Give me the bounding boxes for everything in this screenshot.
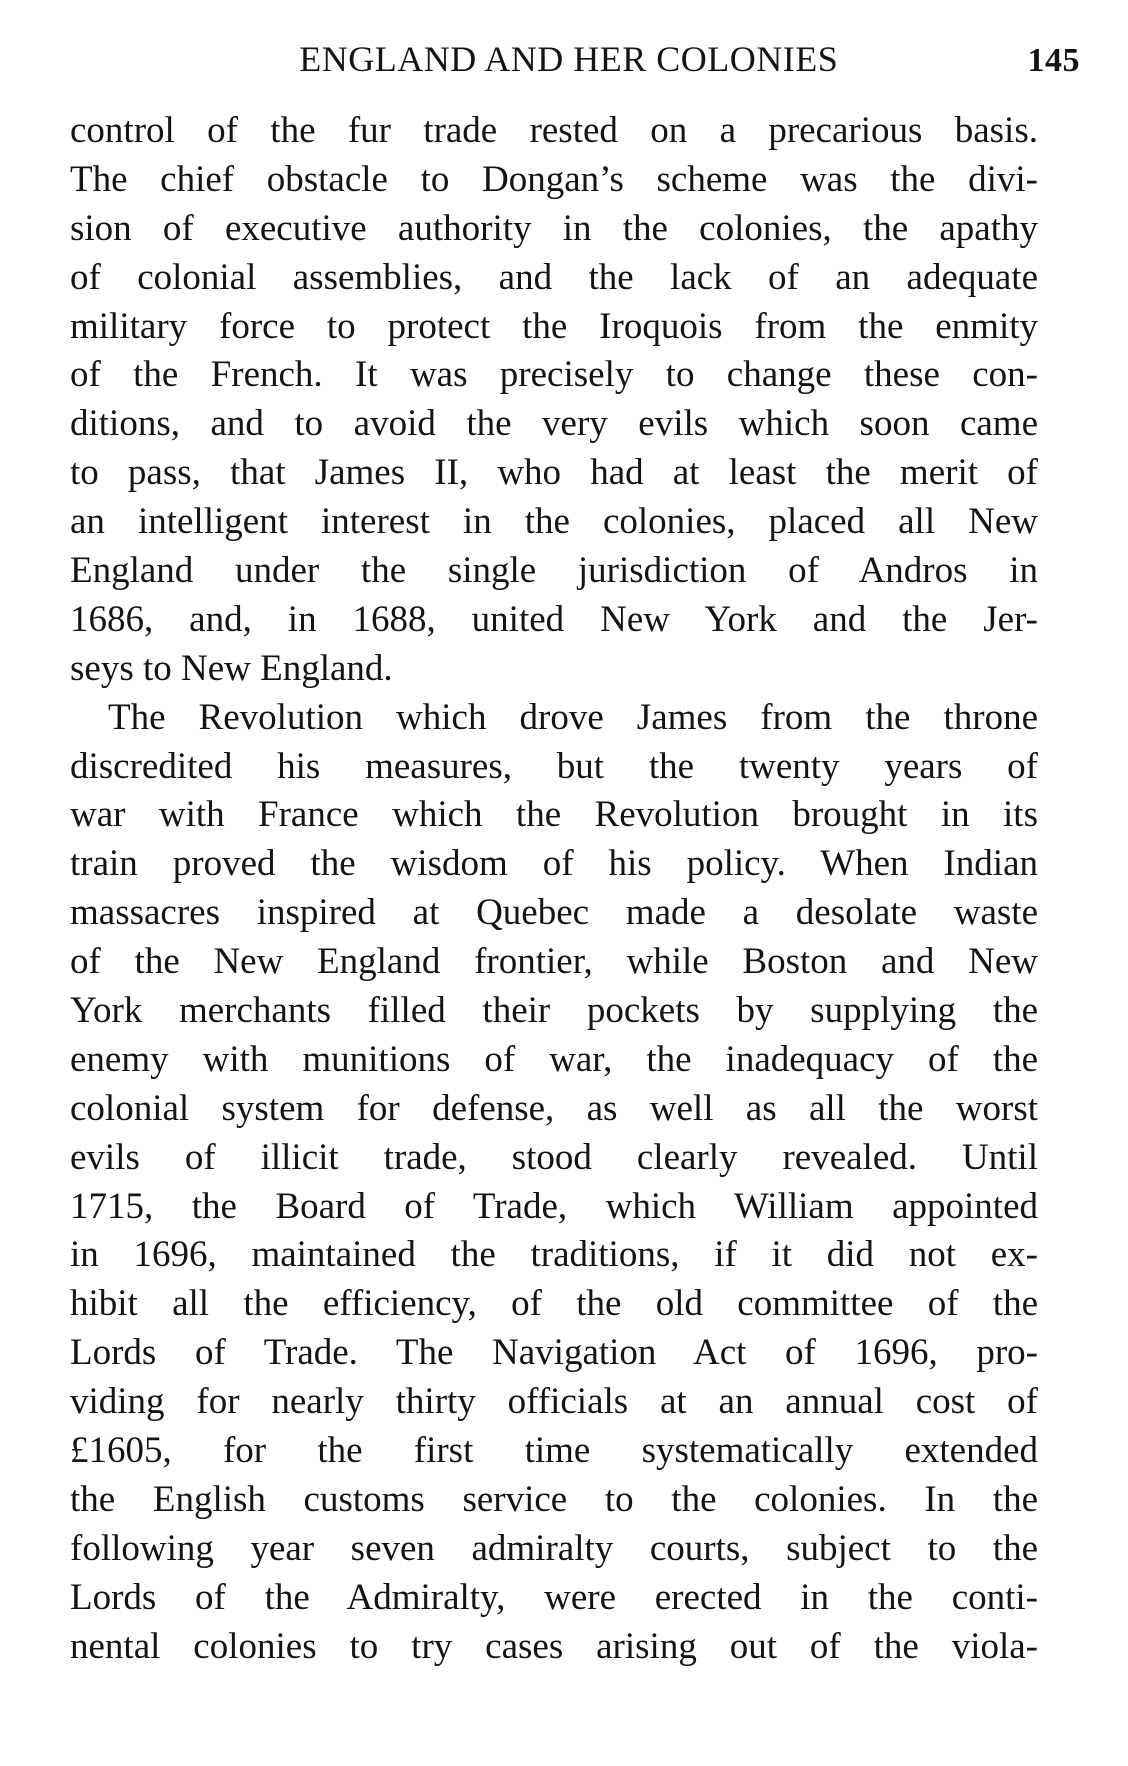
text-line: seys to New England. bbox=[70, 647, 393, 689]
text-line: Lords of Trade. The Navigation Act of 1696, pro- bbox=[70, 1332, 1038, 1374]
text-line: The Revolution which drove James from the throne bbox=[108, 696, 1038, 738]
text-line: York merchants filled their pockets by supplying the bbox=[70, 990, 1038, 1032]
text-line: viding for nearly thirty officials at an annual cost of bbox=[70, 1381, 1038, 1423]
text-line: following year seven admiralty courts, subject to the bbox=[70, 1527, 1038, 1569]
page-number: 145 bbox=[1027, 42, 1080, 79]
running-head bbox=[150, 38, 1080, 98]
text-line: sion of executive authority in the colonies, the apathy bbox=[70, 207, 1038, 249]
text-line: hibit all the efficiency, of the old committee of the bbox=[70, 1283, 1038, 1325]
text-line: England under the single jurisdiction of Andros in bbox=[70, 550, 1038, 592]
text-line: evils of illicit trade, stood clearly revealed. Until bbox=[70, 1136, 1038, 1178]
text-line: 1715, the Board of Trade, which William appointed bbox=[70, 1185, 1038, 1227]
text-line: to pass, that James II, who had at least the merit of bbox=[70, 452, 1038, 494]
text-line: £1605, for the first time systematically extended bbox=[70, 1430, 1038, 1472]
text-line: The chief obstacle to Dongan’s scheme was the divi- bbox=[70, 158, 1038, 200]
text-line: control of the fur trade rested on a precarious basis. bbox=[70, 110, 1038, 151]
text-line: train proved the wisdom of his policy. When Indian bbox=[70, 843, 1038, 885]
text-line: of the French. It was precisely to change these con- bbox=[70, 354, 1038, 396]
text-line: in 1696, maintained the traditions, if it did not ex- bbox=[70, 1234, 1038, 1276]
text-line: ditions, and to avoid the very evils which soon came bbox=[70, 403, 1038, 445]
running-title: ENGLAND AND HER COLONIES bbox=[299, 39, 839, 79]
text-line: an intelligent interest in the colonies, placed all New bbox=[70, 501, 1038, 543]
text-line: discredited his measures, but the twenty years of bbox=[70, 745, 1038, 787]
text-line: of colonial assemblies, and the lack of an adequate bbox=[70, 256, 1038, 298]
text-line: enemy with munitions of war, the inadequacy of the bbox=[70, 1038, 1038, 1080]
text-line: 1686, and, in 1688, united New York and the Jer- bbox=[70, 598, 1038, 640]
text-line: war with France which the Revolution brought in its bbox=[70, 794, 1038, 836]
text-line: the English customs service to the colonies. In the bbox=[70, 1478, 1038, 1520]
text-line: colonial system for defense, as well as all the worst bbox=[70, 1087, 1038, 1129]
text-line: of the New England frontier, while Boston and New bbox=[70, 941, 1038, 983]
text-line: military force to protect the Iroquois from the enmity bbox=[70, 305, 1038, 347]
body-text bbox=[70, 107, 1038, 1672]
text-line: massacres inspired at Quebec made a desolate waste bbox=[70, 892, 1038, 934]
text-line: nental colonies to try cases arising out of the viola- bbox=[70, 1625, 1038, 1667]
text-line: Lords of the Admiralty, were erected in the conti- bbox=[70, 1576, 1038, 1618]
